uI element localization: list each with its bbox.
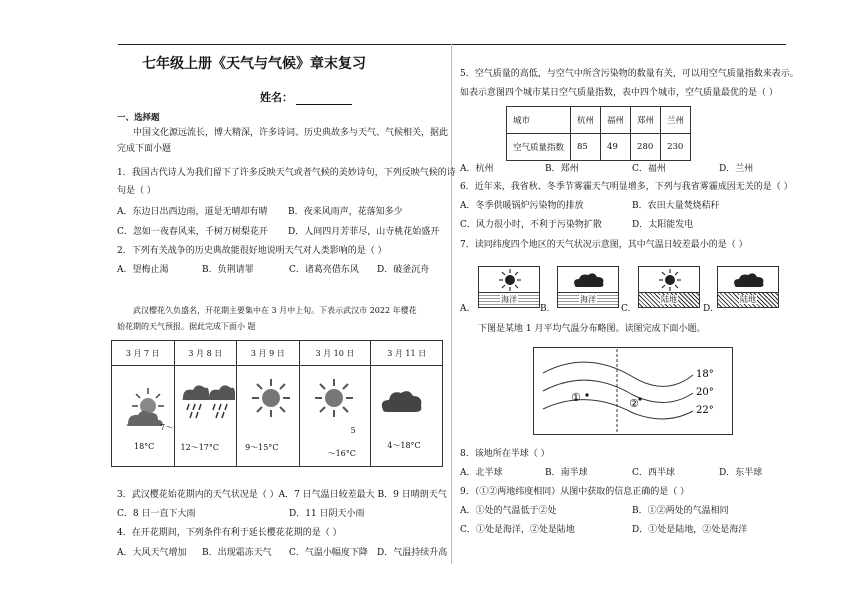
q4-option-a: A．大风天气增加 [117,548,187,558]
q1-option-b: B．夜来风雨声，花落知多少 [288,207,403,217]
air-quality-table [506,106,691,161]
sun-icon [659,269,681,291]
q8-option-d: D．东半球 [719,468,763,478]
q9-option-a: A．①处的气温低于②处 [460,506,557,516]
cloud-icon [379,386,423,416]
name-label: 姓名： [260,91,293,104]
q5-stem-2: 如表示意图四个城市某日空气质量指数，表中四个城市，空气质量最优的是（ ） [460,88,778,98]
weather-forecast-table [111,340,443,467]
surface-strip: 陆地 [718,292,778,307]
surface-strip: 海洋 [558,292,618,307]
date-cell: 3 月 7 日 [112,341,175,366]
cloud-icon [732,271,766,289]
surface-strip: 海洋 [479,292,539,307]
q2-stem: 2．下列有关战争的历史典故能很好地说明天气对人类影响的是（ ） [117,246,387,256]
q5-stem-1: 5．空气质量的高低，与空气中所含污染物的数量有关，可以用空气质量指数来表示。 [460,69,799,79]
table-header: 兰州 [661,107,691,134]
q6-stem: 6．近年来，我省秋、冬季节雾霾天气明显增多，下列与我省雾霾成因无关的是（ ） [460,182,793,192]
date-cell: 3 月 9 日 [237,341,300,366]
top-rule [118,44,786,45]
q4-option-c: C．气温小幅度下降 [289,548,368,558]
temp-label: 9～15°C [245,443,279,452]
q3-line-1: 3．武汉樱花始花期内的天气状况是（ ）A．7 日气温日较差最大 B．9 日晴朗天气 [117,490,447,500]
weather-day-2 [175,366,237,466]
weather-day-4 [300,366,371,466]
temp-label: ～16°C [327,449,356,458]
rain-icon [181,380,237,424]
table-header: 郑州 [631,107,661,134]
low-temp-label: 7～ [160,423,174,432]
q1-stem-1: 1．我国古代诗人为我们留下了许多反映天气或者气候的美妙诗句，下列反映气候的诗 [117,168,456,178]
q5-option-a: A．杭州 [460,164,494,174]
low-temp-label: 5 [350,426,356,435]
q9-option-d: D．①处是陆地，②处是海洋 [632,525,748,535]
q1-option-d: D．人间四月芳菲尽，山寺桃花始盛开 [288,227,440,237]
temp-label: 4～18°C [387,441,421,450]
q5-option-b: B．郑州 [545,164,579,174]
q8-option-b: B．南半球 [545,468,588,478]
q2-option-b: B．负荆请罪 [202,265,254,275]
intro2-line-2: 始花期的天气预报。据此完成下面小 题 [117,322,256,331]
q9-stem: 9．（①②两地纬度相同）从图中获取的信息正确的是（ ） [460,487,690,497]
point-2-label: ② [629,397,639,410]
q3-option-d: D．11 日阴天小雨 [289,509,365,519]
q8-option-a: A．北半球 [460,468,503,478]
date-cell: 3 月 11 日 [371,341,443,366]
page-title: 七年级上册《天气与气候》章末复习 [142,56,366,72]
section-heading: 一、选择题 [117,113,160,123]
weather-day-1 [112,366,174,466]
q6-option-b: B．农田大量焚烧秸秆 [632,201,720,211]
intro2-line-1: 武汉樱花久负盛名，开花期主要集中在 3 月中上旬。下表示武汉市 2022 年樱花 [133,306,417,315]
sun-icon [499,269,521,291]
q7-label-d: D. [703,304,713,314]
q9-option-c: C．①处是海洋，②处是陆地 [460,525,575,535]
name-blank [296,93,352,105]
q1-option-a: A．东边日出西边雨，道是无晴却有晴 [117,207,268,217]
row-label: 空气质量指数 [507,134,571,161]
sun-icon [314,378,354,418]
intro3: 下图是某地 1 月平均气温分布略图。读图完成下面小题。 [478,324,706,334]
q7-label-a: A. [460,304,470,314]
intro-line-1: 中国文化源远流长，博大精深，许多诗词、历史典故多与天气、气候相关，据此 [133,128,449,138]
q7-option-c-picture [638,266,700,308]
temp-label: 18°C [134,442,155,451]
name-field [260,91,352,105]
column-divider [451,44,452,564]
table-header: 福州 [601,107,631,134]
table-cell: 280 [631,134,661,161]
q8-stem: 8．该地所在半球（ ） [460,449,550,459]
q1-option-c: C．忽如一夜春风来，千树万树梨花开 [117,227,268,237]
q6-option-a: A．冬季供暖锅炉污染物的排放 [460,201,584,211]
isotherm-label: 20° [696,387,714,398]
point-1-label: ① [571,391,581,404]
q6-option-d: D．太阳能发电 [632,220,694,230]
q4-option-b: B．出现霜冻天气 [202,548,272,558]
q6-option-c: C．风力很小时，不利于污染物扩散 [460,220,602,230]
q7-option-b-picture [557,266,619,308]
isotherm-label: 18° [696,369,714,380]
isotherm-label: 22° [696,405,714,416]
q4-stem: 4．在开花期间，下列条件有利于延长樱花花期的是（ ） [117,528,342,538]
q3-option-c: C．8 日一直下大雨 [117,509,196,519]
table-header: 杭州 [571,107,601,134]
cloud-icon [572,271,606,289]
sun-icon [251,378,291,418]
q2-option-a: A．望梅止渴 [117,265,169,275]
table-header: 城市 [507,107,571,134]
q1-stem-2: 句是（ ） [117,186,156,196]
date-cell: 3 月 8 日 [174,341,237,366]
q7-label-b: B. [540,304,550,314]
weather-day-3 [237,366,299,466]
surface-strip: 陆地 [639,292,699,307]
q4-option-d: D．气温持续升高 [377,548,448,558]
q5-option-c: C．福州 [632,164,666,174]
q7-option-a-picture [478,266,540,308]
q9-option-b: B．①②两处的气温相同 [632,506,729,516]
intro-line-2: 完成下面小题 [117,144,172,154]
q7-label-c: C. [621,304,631,314]
q5-option-d: D．兰州 [719,164,754,174]
isotherm-map [533,347,733,435]
q2-option-c: C．诸葛亮借东风 [289,265,359,275]
weather-day-5 [371,366,442,466]
temp-label: 12～17°C [180,443,220,452]
table-cell: 85 [571,134,601,161]
table-cell: 49 [601,134,631,161]
q2-option-d: D．破釜沉舟 [377,265,430,275]
q7-option-d-picture [717,266,779,308]
table-cell: 230 [661,134,691,161]
date-cell: 3 月 10 日 [299,341,371,366]
q7-stem: 7．读同纬度四个地区的天气状况示意图，其中气温日较差最小的是（ ） [460,240,748,250]
q8-option-c: C．西半球 [632,468,675,478]
